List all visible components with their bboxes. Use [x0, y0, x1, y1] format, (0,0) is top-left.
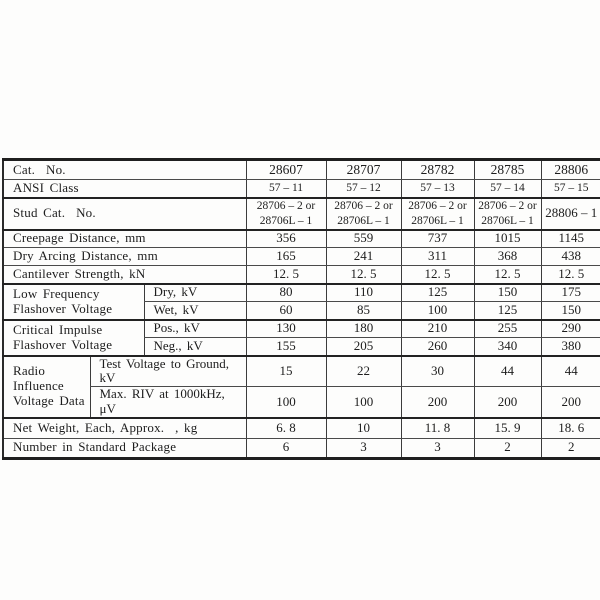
cell-testv-3: 30: [401, 356, 474, 387]
cell-cantilever-1: 12. 5: [246, 266, 326, 284]
cell-arcing-3: 311: [401, 248, 474, 266]
cell-creepage-4: 1015: [474, 230, 541, 248]
cell-creepage-3: 737: [401, 230, 474, 248]
sub-label-wet-kv: Wet, kV: [144, 302, 246, 320]
cell-pos-2: 180: [326, 320, 401, 338]
row-cantilever-strength: [3, 266, 600, 284]
cell-stud-4: 28706 – 2 or 28706L – 1: [474, 198, 541, 230]
cell-weight-2: 10: [326, 418, 401, 438]
cell-arcing-4: 368: [474, 248, 541, 266]
group-label-critical-impulse-flashover: Critical Impulse Flashover Voltage: [3, 320, 144, 356]
cell-cantilever-5: 12. 5: [541, 266, 600, 284]
row-label-net-weight: Net Weight, Each, Approx. , kg: [3, 418, 246, 438]
sub-label-pos-kv: Pos., kV: [144, 320, 246, 338]
cell-testv-4: 44: [474, 356, 541, 387]
cell-cat-5: 28806: [541, 160, 600, 180]
cell-stud-3: 28706 – 2 or 28706L – 1: [401, 198, 474, 230]
cell-riv-2: 100: [326, 387, 401, 418]
cell-cantilever-4: 12. 5: [474, 266, 541, 284]
cell-testv-5: 44: [541, 356, 600, 387]
cell-wet-2: 85: [326, 302, 401, 320]
row-standard-package: [3, 438, 600, 458]
row-ansi-class: [3, 180, 600, 198]
cell-neg-4: 340: [474, 338, 541, 356]
row-impulse-pos: [3, 320, 600, 338]
cell-cat-1: 28607: [246, 160, 326, 180]
cell-cantilever-3: 12. 5: [401, 266, 474, 284]
cell-dry-5: 175: [541, 284, 600, 302]
cell-cat-3: 28782: [401, 160, 474, 180]
cell-riv-3: 200: [401, 387, 474, 418]
cell-arcing-2: 241: [326, 248, 401, 266]
cell-wet-5: 150: [541, 302, 600, 320]
cell-stud-2: 28706 – 2 or 28706L – 1: [326, 198, 401, 230]
sub-label-test-voltage: Test Voltage to Ground, kV: [90, 356, 246, 387]
cell-package-5: 2: [541, 438, 600, 458]
row-label-arcing: Dry Arcing Distance, mm: [3, 248, 246, 266]
sub-label-dry-kv: Dry, kV: [144, 284, 246, 302]
cell-dry-4: 150: [474, 284, 541, 302]
cell-package-2: 3: [326, 438, 401, 458]
cell-neg-5: 380: [541, 338, 600, 356]
row-label-stud-cat-no: Stud Cat. No.: [3, 198, 246, 230]
cell-dry-1: 80: [246, 284, 326, 302]
cell-cat-2: 28707: [326, 160, 401, 180]
cell-creepage-5: 1145: [541, 230, 600, 248]
cell-wet-4: 125: [474, 302, 541, 320]
cell-ansi-3: 57 – 13: [401, 180, 474, 198]
cell-ansi-4: 57 – 14: [474, 180, 541, 198]
row-label-cantilever: Cantilever Strength, kN: [3, 266, 246, 284]
row-lowfreq-dry: [3, 284, 600, 302]
row-net-weight: [3, 418, 600, 438]
cell-ansi-1: 57 – 11: [246, 180, 326, 198]
cell-package-3: 3: [401, 438, 474, 458]
row-label-cat-no: Cat. No.: [3, 160, 246, 180]
group-label-radio-influence: Radio Influence Voltage Data: [3, 356, 90, 419]
cell-weight-5: 18. 6: [541, 418, 600, 438]
cell-cantilever-2: 12. 5: [326, 266, 401, 284]
cell-riv-1: 100: [246, 387, 326, 418]
cell-arcing-1: 165: [246, 248, 326, 266]
cell-creepage-2: 559: [326, 230, 401, 248]
cell-creepage-1: 356: [246, 230, 326, 248]
cell-dry-2: 110: [326, 284, 401, 302]
group-label-low-frequency-flashover: Low Frequency Flashover Voltage: [3, 284, 144, 320]
insulator-spec-table: [2, 158, 600, 460]
cell-wet-3: 100: [401, 302, 474, 320]
sub-label-max-riv: Max. RIV at 1000kHz, μV: [90, 387, 246, 418]
cell-ansi-2: 57 – 12: [326, 180, 401, 198]
cell-weight-3: 11. 8: [401, 418, 474, 438]
cell-arcing-5: 438: [541, 248, 600, 266]
cell-package-4: 2: [474, 438, 541, 458]
row-stud-cat-no: [3, 198, 600, 230]
cell-weight-1: 6. 8: [246, 418, 326, 438]
cell-dry-3: 125: [401, 284, 474, 302]
cell-weight-4: 15. 9: [474, 418, 541, 438]
row-dry-arcing-distance: [3, 248, 600, 266]
cell-riv-5: 200: [541, 387, 600, 418]
cell-stud-5: 28806 – 1: [541, 198, 600, 230]
cell-pos-1: 130: [246, 320, 326, 338]
cell-pos-4: 255: [474, 320, 541, 338]
cell-cat-4: 28785: [474, 160, 541, 180]
cell-wet-1: 60: [246, 302, 326, 320]
row-label-standard-package: Number in Standard Package: [3, 438, 246, 458]
row-label-creepage: Creepage Distance, mm: [3, 230, 246, 248]
sub-label-neg-kv: Neg., kV: [144, 338, 246, 356]
cell-pos-3: 210: [401, 320, 474, 338]
cell-pos-5: 290: [541, 320, 600, 338]
row-radio-test-voltage: [3, 356, 600, 387]
cell-neg-3: 260: [401, 338, 474, 356]
cell-package-1: 6: [246, 438, 326, 458]
row-creepage-distance: [3, 230, 600, 248]
cell-ansi-5: 57 – 15: [541, 180, 600, 198]
cell-neg-2: 205: [326, 338, 401, 356]
cell-testv-1: 15: [246, 356, 326, 387]
cell-testv-2: 22: [326, 356, 401, 387]
row-label-ansi-class: ANSI Class: [3, 180, 246, 198]
cell-riv-4: 200: [474, 387, 541, 418]
row-cat-no: [3, 160, 600, 180]
cell-stud-1: 28706 – 2 or 28706L – 1: [246, 198, 326, 230]
row-radio-max-riv: [3, 387, 600, 418]
cell-neg-1: 155: [246, 338, 326, 356]
